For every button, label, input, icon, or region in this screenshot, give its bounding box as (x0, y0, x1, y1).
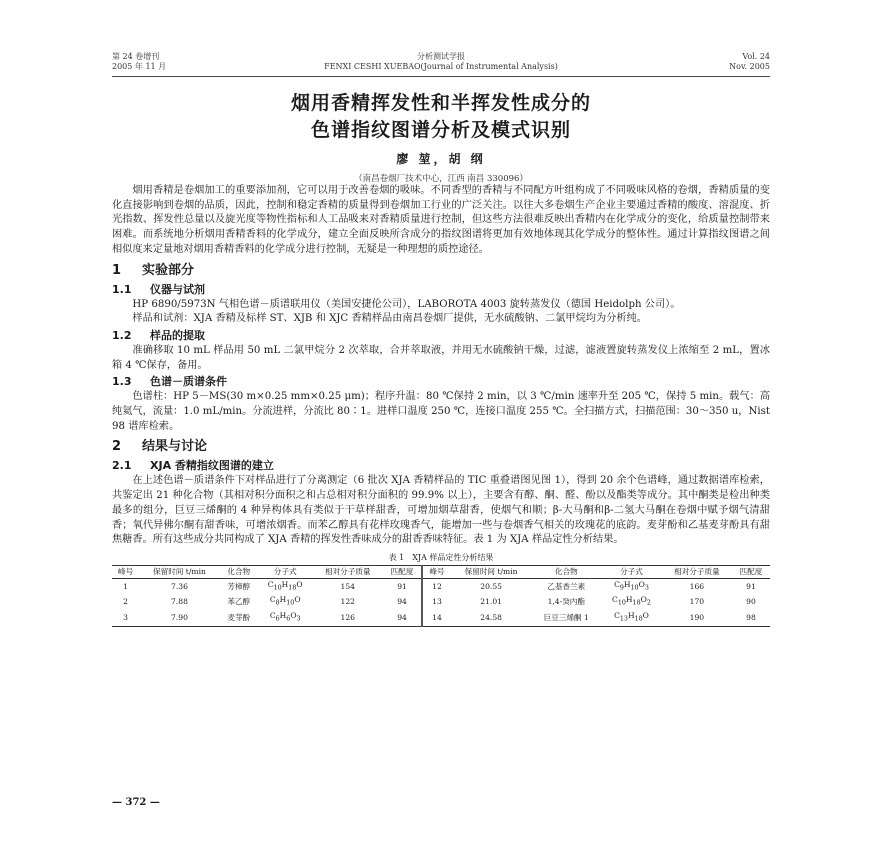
cell-peak: 14 (432, 612, 442, 622)
paragraph-fingerprint: 在上述色谱－质谱条件下对样品进行了分离测定（6 批次 XJA 香精样品的 TIC 重叠谱图见图 1），得到 20 余个色谱峰，通过数据谱库检索，共鉴定出 21 种化合物（其相对积分面积之和占总相对积分面积的 99.9% 以上），主要含有醇、酮、醛、酚以及酯类等成分。其中酮类是检出种类最多的组分，巨豆三烯酮的 4 种异构体具有类似于干草样甜香，可增加烟草甜香，使烟气和顺；β-大马酮和β-二氢大马酮在卷烟中赋予烟气清甜香；氧代异佛尔酮有甜香味，可增浓烟香。而苯乙醇具有花样玫瑰香气，能增加一些与卷烟香气相关的玫瑰花的底韵。麦芽酚和乙基麦芽酚具有甜焦糖香。所有这些成分共同构成了 XJA 香精的挥发性香味成分的甜香香味特征。表 1 为 XJA 样品定性分析结果。 (112, 475, 770, 546)
cell-peak: 12 (432, 581, 442, 591)
col-rt: 保留时间 t/min (464, 566, 518, 576)
cell-rt: 21.01 (480, 597, 502, 607)
cell-formula: $C_{10}H_{18}O_2$ (612, 595, 651, 607)
cell-match: 90 (746, 597, 756, 607)
journal-name-cn: 分析测试学报 (417, 52, 465, 61)
section-heading-1-2: 1.2 样品的提取 (112, 328, 205, 342)
paragraph-gcms-conditions: 色谱柱：HP 5－MS(30 m×0.25 mm×0.25 μm)；程序升温：80 ℃保持 2 min，以 3 ℃/min 速率升至 205 ℃，保持 5 min。载气：高纯氦气，流量：1.0 mL/min。分流进样，分流比 80∶1。进样口温度 250 ℃，连接口温度 255 ℃。全扫描方式，扫描范围：30～350 u，Nist 98 谱库检索。 (112, 391, 770, 432)
cell-mw: 154 (340, 581, 356, 591)
cell-match: 98 (746, 612, 756, 622)
cell-mw: 190 (689, 612, 705, 622)
section-heading-2-1: 2.1 XJA 香精指纹图谱的建立 (112, 459, 274, 473)
authors: 廖 堃，胡 纲 (396, 152, 486, 166)
cell-compound: 苯乙醇 (227, 597, 251, 607)
journal-name-en: FENXI CESHI XUEBAO(Journal of Instrumental Analysis) (324, 62, 558, 71)
cell-rt: 7.88 (171, 597, 188, 607)
col-peak: 峰号 (429, 566, 445, 576)
cell-rt: 20.55 (480, 581, 502, 591)
col-match: 匹配度 (383, 565, 422, 578)
table-row (112, 610, 770, 626)
affiliation: （南昌卷烟厂技术中心，江西 南昌 330096） (354, 174, 528, 184)
date-en: Nov. 2005 (729, 62, 770, 71)
paragraph-extraction: 准确移取 10 mL 样品用 50 mL 二氯甲烷分 2 次萃取，合并萃取液，并用无水硫酸钠干燥，过滤，滤液置旋转蒸发仪上浓缩至 2 mL，置冰箱 4 ℃保存，备用。 (112, 344, 770, 371)
paragraph-instruments: HP 6890/5973N 气相色谱－质谱联用仪（美国安捷伦公司），LABOROTA 4003 旋转蒸发仪（德国 Heidolph 公司）。 (132, 298, 681, 310)
table-row (112, 594, 770, 610)
cell-formula: $C_6H_6O_3$ (269, 610, 301, 623)
header-rule (112, 76, 770, 77)
cell-mw: 126 (340, 612, 356, 622)
cell-formula: $C_9H_{10}O_3$ (614, 579, 649, 592)
page-number: — 372 — (112, 797, 160, 808)
running-header (112, 52, 770, 82)
cell-match: 91 (383, 578, 422, 594)
volume-en: Vol. 24 (742, 52, 770, 61)
table-header-row (112, 565, 770, 578)
section-heading-1-1: 1.1 仪器与试剂 (112, 282, 205, 296)
col-mw: 相对分子质量 (324, 566, 371, 576)
col-compound: 化合物 (554, 566, 578, 576)
cell-formula: $C_{10}H_{18}O$ (267, 579, 303, 592)
results-table (112, 565, 770, 627)
issue-date: 2005 年 11 月 (112, 62, 167, 71)
cell-compound: 芳樟醇 (227, 581, 251, 591)
cell-peak: 3 (123, 612, 128, 622)
cell-mw: 170 (689, 597, 705, 607)
cell-mw: 166 (689, 581, 705, 591)
col-mw: 相对分子质量 (674, 566, 720, 576)
cell-mw: 122 (340, 597, 356, 607)
volume-issue: 第 24 卷增刊 (112, 52, 160, 61)
cell-peak: 13 (432, 597, 442, 607)
intro-paragraph: 烟用香精是卷烟加工的重要添加剂，它可以用于改善卷烟的吸味。不同香型的香精与不同配方叶组构成了不同吸味风格的卷烟，香精质量的变化直接影响到卷烟的品质，因此，控制和稳定香精的质量得到卷烟加工行业的广泛关注。以往大多卷烟生产企业主要通过香精的酸度、溶混度、折光指数、挥发性总量以及旋光度等物性指标和人工品吸来对香精质量进行控制，但这些方法很难反映出香精内在化学成分的变化，给质量控制带来困难。而系统地分析烟用香精香料的化学成分，建立全面反映所含成分的指纹图谱将更加有效地体现其化学成分的整体性。通过计算指纹图谱之间相似度来定量地对烟用香精香料的化学成分进行控制，无疑是一种理想的质控途径。 (112, 185, 770, 255)
cell-match: 94 (383, 610, 422, 626)
cell-rt: 7.36 (171, 581, 188, 591)
title-line-1: 烟用香精挥发性和半挥发性成分的 (290, 92, 591, 114)
table-caption: 表 1 XJA 样品定性分析结果 (388, 552, 494, 562)
paragraph-reagents: 样品和试剂：XJA 香精及标样 ST、XJB 和 XJC 香精样品由南昌卷烟厂提供，无水硫酸钠、二氯甲烷均为分析纯。 (132, 313, 647, 325)
cell-rt: 7.90 (171, 612, 188, 622)
col-formula: 分子式 (273, 566, 297, 576)
cell-match: 91 (746, 581, 756, 591)
cell-formula: $C_{13}H_{18}O$ (614, 610, 649, 623)
paper-title (112, 90, 770, 144)
section-heading-1-3: 1.3 色谱－质谱条件 (112, 375, 227, 389)
paper-page (112, 52, 770, 627)
col-rt: 保留时间 t/min (153, 566, 206, 576)
col-peak: 峰号 (117, 566, 134, 576)
col-formula: 分子式 (620, 566, 643, 576)
cell-compound: 麦芽酚 (227, 612, 251, 622)
title-line-2: 色谱指纹图谱分析及模式识别 (310, 119, 571, 141)
cell-peak: 1 (123, 581, 128, 591)
col-compound: 化合物 (227, 566, 251, 576)
cell-compound: 1,4-癸内酯 (547, 597, 585, 607)
table-row (112, 578, 770, 594)
cell-rt: 24.58 (480, 612, 502, 622)
section-heading-2: 2 结果与讨论 (112, 439, 208, 455)
cell-compound: 巨豆三烯酮 1 (543, 612, 589, 622)
cell-peak: 2 (123, 597, 128, 607)
cell-compound: 乙基香兰素 (547, 581, 586, 591)
col-match: 匹配度 (739, 566, 763, 576)
cell-match: 94 (383, 594, 422, 610)
cell-formula: $C_8H_{10}O$ (269, 595, 301, 607)
section-heading-1: 1 实验部分 (112, 262, 195, 278)
